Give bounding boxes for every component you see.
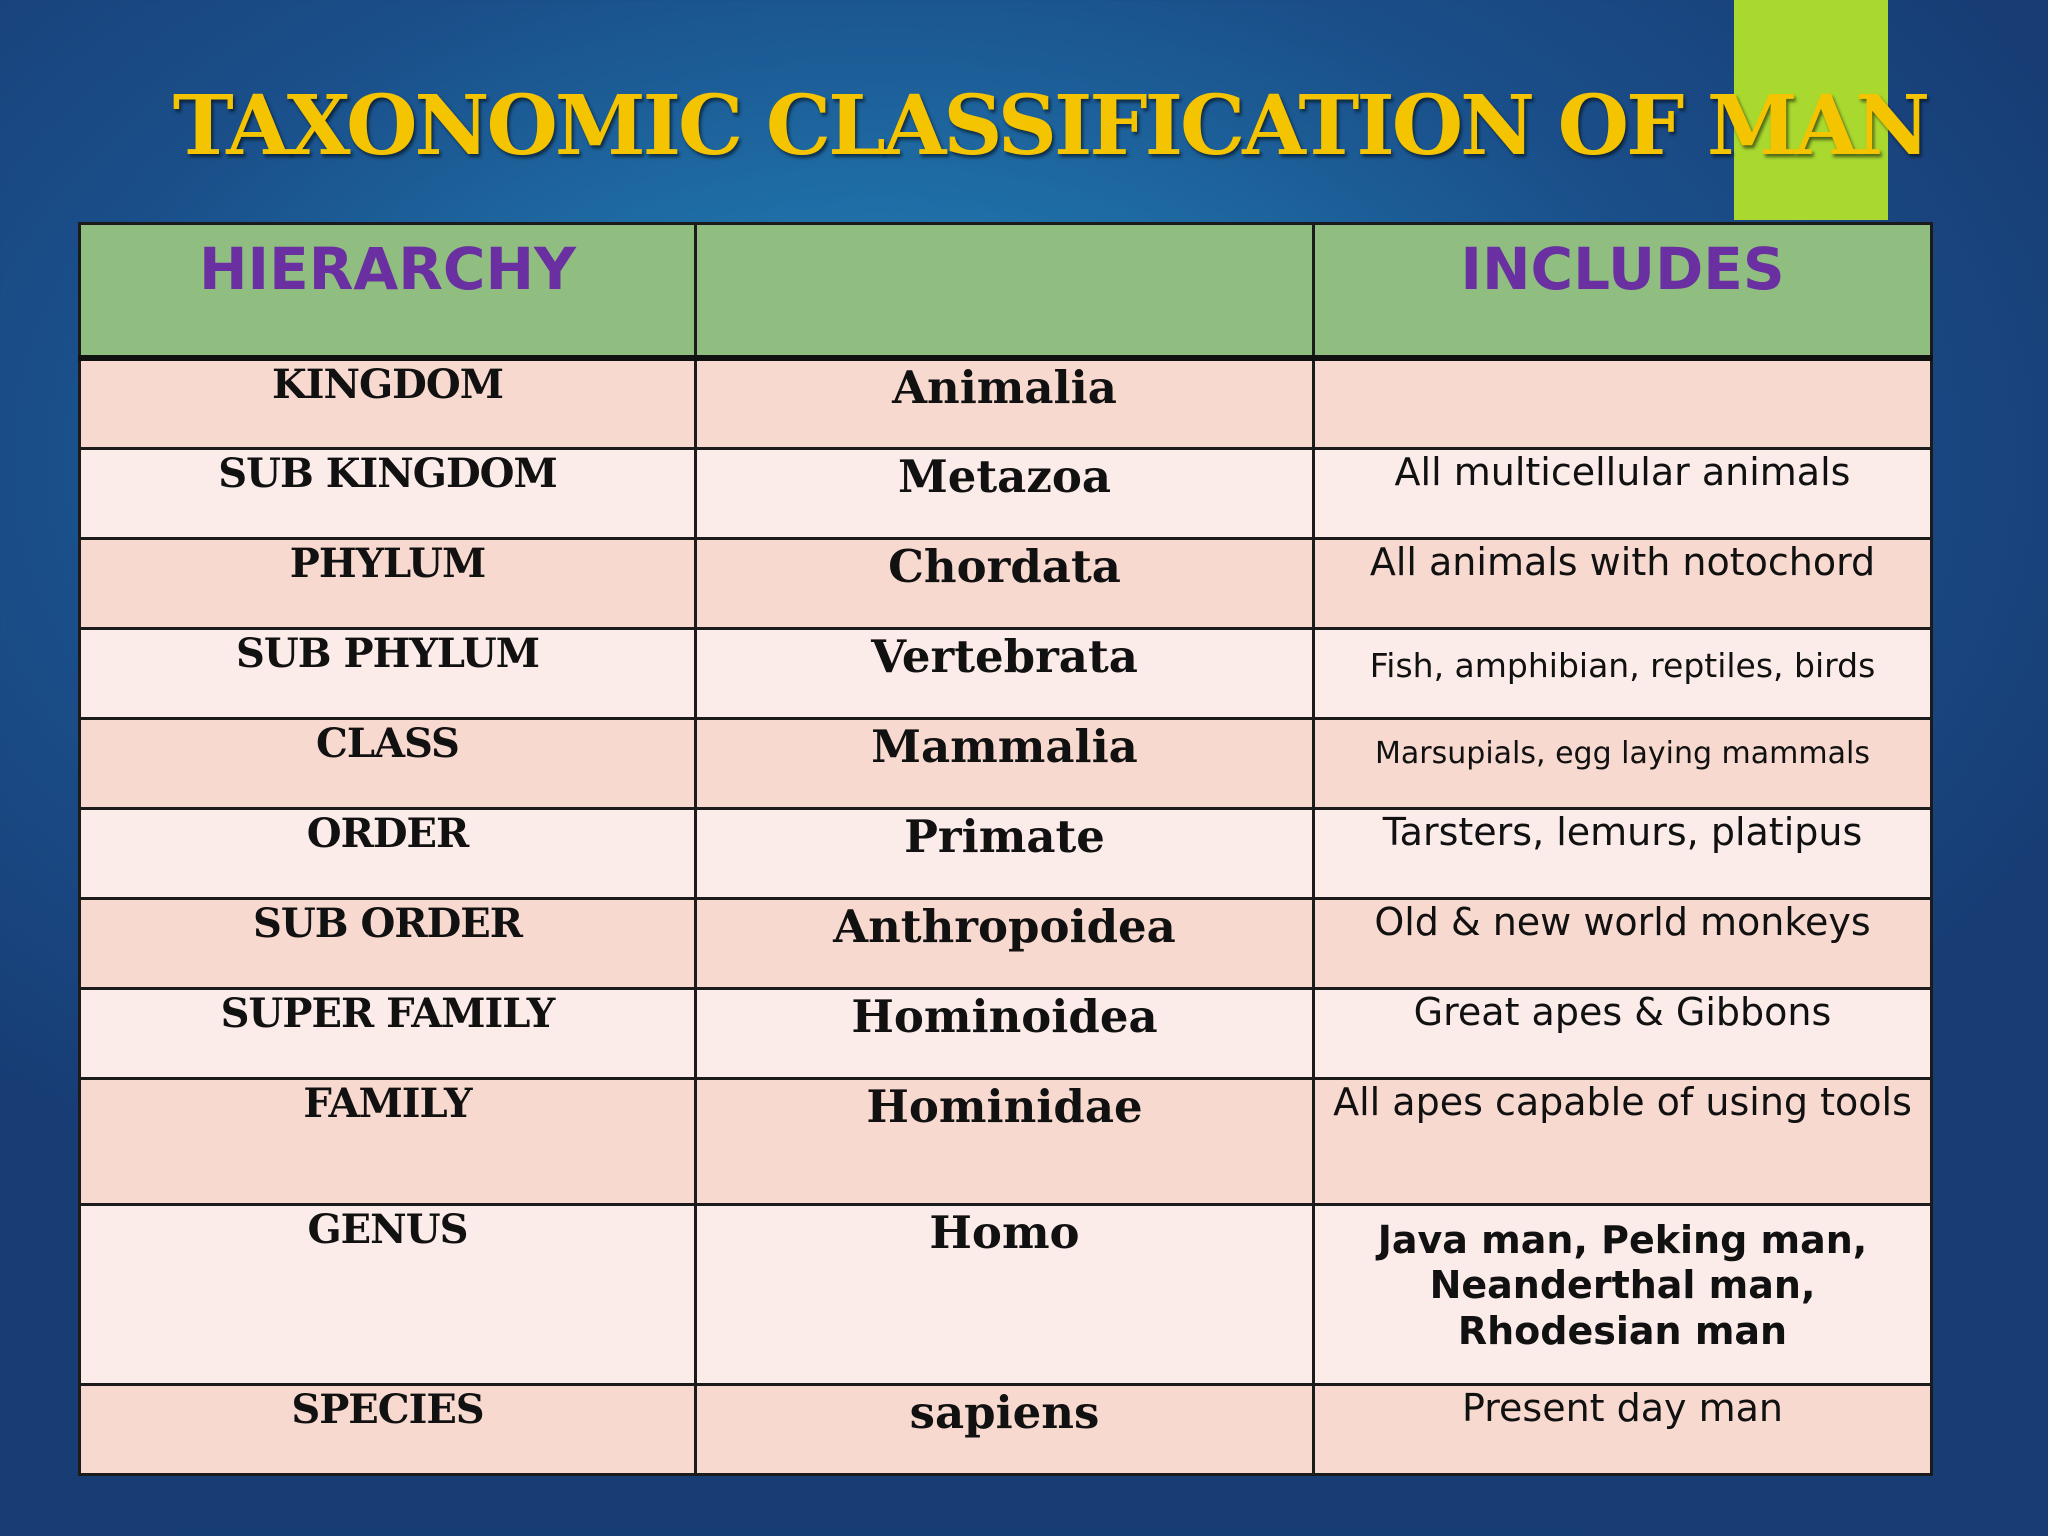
includes-cell: Present day man	[1314, 1384, 1932, 1474]
table-row	[80, 988, 1932, 1078]
taxon-cell: Vertebrata	[696, 628, 1314, 718]
includes-cell: Great apes & Gibbons	[1314, 988, 1932, 1078]
header-hierarchy: HIERARCHY	[80, 224, 696, 359]
level-cell: KINGDOM	[80, 358, 696, 448]
table-row	[80, 808, 1932, 898]
table-row	[80, 718, 1932, 808]
includes-cell: Fish, amphibian, reptiles, birds	[1314, 628, 1932, 718]
taxon-cell: Metazoa	[696, 448, 1314, 538]
level-cell: SUB KINGDOM	[80, 448, 696, 538]
taxon-cell: sapiens	[696, 1384, 1314, 1474]
table-row	[80, 1384, 1932, 1474]
includes-cell: Old & new world monkeys	[1314, 898, 1932, 988]
taxon-cell: Primate	[696, 808, 1314, 898]
taxon-cell: Chordata	[696, 538, 1314, 628]
level-cell: SUPER FAMILY	[80, 988, 696, 1078]
header-includes: INCLUDES	[1314, 224, 1932, 359]
table-row	[80, 448, 1932, 538]
level-cell: SPECIES	[80, 1384, 696, 1474]
taxon-cell: Animalia	[696, 358, 1314, 448]
level-cell: SUB PHYLUM	[80, 628, 696, 718]
table-header-row	[80, 224, 1932, 359]
table-row	[80, 898, 1932, 988]
level-cell: ORDER	[80, 808, 696, 898]
header-taxon	[696, 224, 1314, 359]
taxon-cell: Hominidae	[696, 1078, 1314, 1204]
taxon-cell: Homo	[696, 1204, 1314, 1384]
includes-cell: Marsupials, egg laying mammals	[1314, 718, 1932, 808]
table-row	[80, 1078, 1932, 1204]
taxon-cell: Mammalia	[696, 718, 1314, 808]
slide-title: TAXONOMIC CLASSIFICATION OF MAN	[172, 78, 1928, 174]
taxon-cell: Anthropoidea	[696, 898, 1314, 988]
level-cell: CLASS	[80, 718, 696, 808]
includes-cell: Java man, Peking man, Neanderthal man, Rhodesian man	[1314, 1204, 1932, 1384]
includes-cell: All animals with notochord	[1314, 538, 1932, 628]
level-cell: SUB ORDER	[80, 898, 696, 988]
taxon-cell: Hominoidea	[696, 988, 1314, 1078]
includes-cell: All apes capable of using tools	[1314, 1078, 1932, 1204]
table-row	[80, 358, 1932, 448]
level-cell: GENUS	[80, 1204, 696, 1384]
includes-cell	[1314, 358, 1932, 448]
includes-cell: All multicellular animals	[1314, 448, 1932, 538]
level-cell: PHYLUM	[80, 538, 696, 628]
table-row	[80, 628, 1932, 718]
classification-table	[78, 222, 1933, 1476]
table-row	[80, 1204, 1932, 1384]
includes-cell: Tarsters, lemurs, platipus	[1314, 808, 1932, 898]
table-row	[80, 538, 1932, 628]
level-cell: FAMILY	[80, 1078, 696, 1204]
